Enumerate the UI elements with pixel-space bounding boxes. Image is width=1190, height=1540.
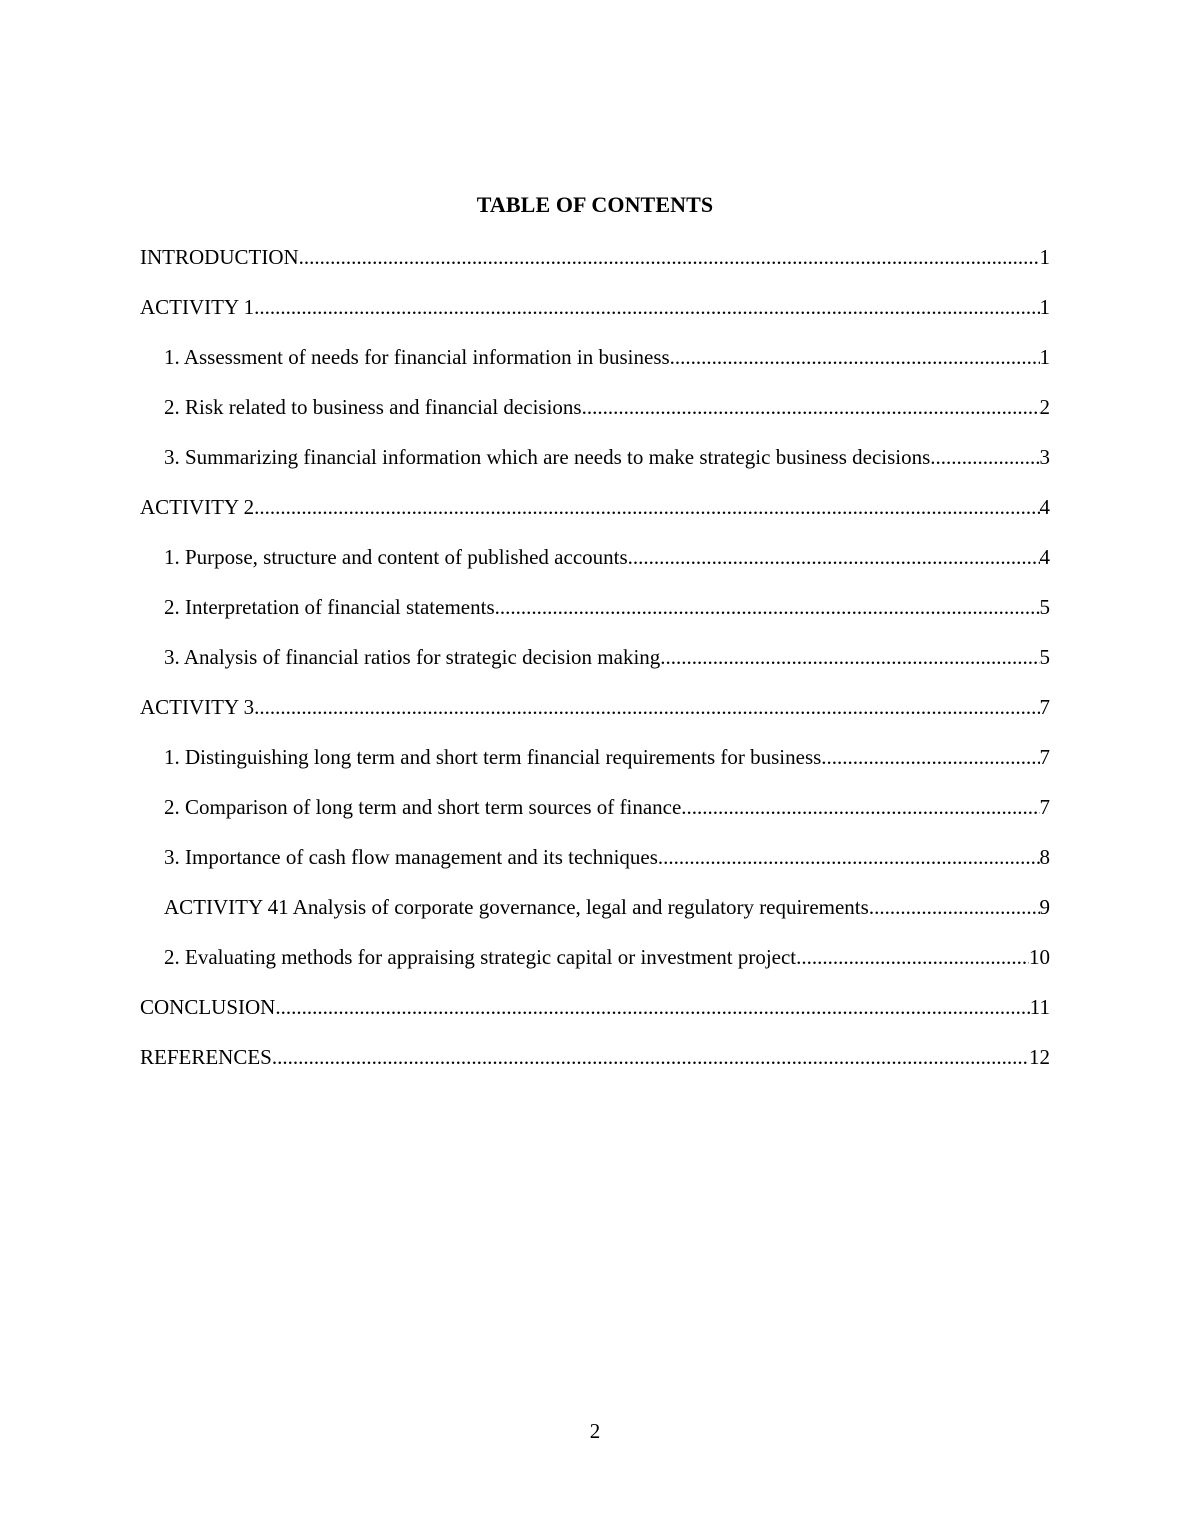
toc-entry-conclusion[interactable] (140, 993, 1050, 1043)
toc-entry-label: INTRODUCTION (140, 245, 299, 269)
dot-leader (275, 993, 1029, 1021)
dot-leader (582, 393, 1040, 421)
toc-entry-interpretation-of-statements[interactable] (140, 593, 1050, 643)
dot-leader (681, 793, 1039, 821)
toc-entry-label: 3. Summarizing financial information which are needs to make strategic business decisions (164, 445, 931, 469)
toc-entry-page: 5 (1039, 595, 1050, 619)
toc-entry-page: 5 (1039, 645, 1050, 669)
dot-leader (821, 743, 1039, 771)
toc-entry-financial-requirements[interactable] (140, 743, 1050, 793)
dot-leader (299, 243, 1040, 271)
toc-entry-page: 1 (1039, 245, 1050, 269)
toc-entry-page: 9 (1039, 895, 1050, 919)
toc-entry-label: 1. Purpose, structure and content of published accounts (164, 545, 628, 569)
toc-entry-page: 7 (1039, 745, 1050, 769)
toc-entry-label: 2. Interpretation of financial statements (164, 595, 495, 619)
toc-entry-label: 2. Comparison of long term and short term sources of finance (164, 795, 682, 819)
toc-entry-summarizing-financial-information[interactable] (140, 443, 1050, 493)
toc-title: TABLE OF CONTENTS (476, 192, 714, 217)
toc-entry-label: 1. Assessment of needs for financial information in business (164, 345, 670, 369)
toc-entry-introduction[interactable] (140, 243, 1050, 293)
toc-entry-activity-3[interactable] (140, 693, 1050, 743)
toc-entry-activity-41-governance[interactable] (140, 893, 1050, 943)
toc-entry-page: 1 (1039, 295, 1050, 319)
toc-entry-page: 12 (1029, 1045, 1050, 1069)
toc-entry-page: 4 (1039, 545, 1050, 569)
toc-entry-label: ACTIVITY 1 (140, 295, 255, 319)
toc-entry-financial-ratios[interactable] (140, 643, 1050, 693)
toc-entry-page: 4 (1039, 495, 1050, 519)
dot-leader (254, 693, 1039, 721)
dot-leader (869, 893, 1040, 921)
dot-leader (658, 843, 1040, 871)
dot-leader (660, 643, 1039, 671)
page-number: 2 (589, 1419, 601, 1443)
toc-entry-page: 10 (1029, 945, 1050, 969)
toc-entry-label: REFERENCES (140, 1045, 272, 1069)
toc-entry-label: 1. Distinguishing long term and short term financial requirements for business (164, 745, 822, 769)
dot-leader (930, 443, 1039, 471)
dot-leader (495, 593, 1040, 621)
toc-entry-label: CONCLUSION (140, 995, 276, 1019)
toc-entry-label: 2. Risk related to business and financial decisions (164, 395, 582, 419)
toc-entry-label: ACTIVITY 3 (140, 695, 255, 719)
toc-entry-label: 2. Evaluating methods for appraising strategic capital or investment project (164, 945, 797, 969)
table-of-contents (140, 243, 1050, 1093)
dot-leader (796, 943, 1029, 971)
dot-leader (272, 1043, 1029, 1071)
toc-entry-references[interactable] (140, 1043, 1050, 1093)
toc-entry-page: 11 (1029, 995, 1050, 1019)
toc-entry-page: 8 (1039, 845, 1050, 869)
toc-entry-label: ACTIVITY 2 (140, 495, 255, 519)
toc-entry-page: 1 (1039, 345, 1050, 369)
toc-entry-sources-of-finance[interactable] (140, 793, 1050, 843)
toc-entry-cash-flow-management[interactable] (140, 843, 1050, 893)
toc-entry-page: 7 (1039, 695, 1050, 719)
toc-entry-label: 3. Importance of cash flow management and its techniques (164, 845, 658, 869)
toc-entry-assessment-of-needs[interactable] (140, 343, 1050, 393)
toc-entry-risk-related[interactable] (140, 393, 1050, 443)
toc-entry-page: 7 (1039, 795, 1050, 819)
toc-entry-label: 3. Analysis of financial ratios for strategic decision making (164, 645, 661, 669)
dot-leader (254, 493, 1039, 521)
toc-entry-activity-1[interactable] (140, 293, 1050, 343)
toc-entry-published-accounts[interactable] (140, 543, 1050, 593)
toc-entry-page: 3 (1039, 445, 1050, 469)
toc-entry-page: 2 (1039, 395, 1050, 419)
dot-leader (254, 293, 1039, 321)
toc-entry-label: ACTIVITY 41 Analysis of corporate governance, legal and regulatory requirements (164, 895, 869, 919)
toc-entry-appraising-investment[interactable] (140, 943, 1050, 993)
dot-leader (670, 343, 1040, 371)
dot-leader (628, 543, 1040, 571)
toc-entry-activity-2[interactable] (140, 493, 1050, 543)
